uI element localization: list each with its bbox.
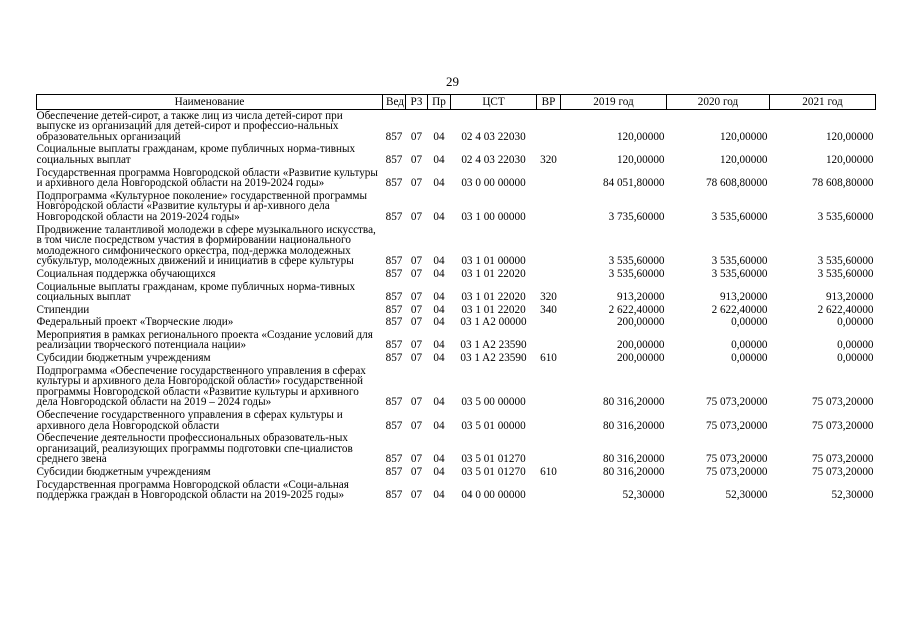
row-ved: 857 [385,210,403,223]
row-2019: 80 316,20000 [602,419,665,432]
row-ved: 857 [385,453,403,466]
row-2019: 913,20000 [616,291,665,304]
table-row [37,466,876,479]
row-ved: 857 [385,396,403,409]
row-2020: 120,00000 [719,130,768,143]
row-name: Обеспечение детей-сирот, а также лиц из числа детей-сирот при выпуске из организаций для детей-сирот и профессио-нальных образовательных организаций [36,109,343,143]
row-rz: 07 [410,453,423,466]
row-2021: 120,00000 [825,153,874,166]
row-cst: 02 4 03 22030 [461,130,526,143]
row-rz: 07 [410,267,423,280]
row-ved: 857 [385,153,403,166]
row-2020: 0,00000 [731,316,768,329]
row-name: Продвижение талантливой молодежи в сфере музыкального искусства, в том числе посредством участия в формировании национального молодежного симфонического оркестра, под-держка молодежных субкультур, молодежных движений и инициатив в сфере культуры [36,223,376,268]
row-2020: 75 073,20000 [705,466,768,478]
row-cst: 02 4 03 22030 [461,153,526,166]
table-row [37,365,876,409]
row-2020: 3 535,60000 [711,210,768,223]
row-vr [537,365,561,409]
row-name: Социальная поддержка обучающихся [36,267,216,280]
row-name: Обеспечение государственного управления в сферах культуры и архивного дела Новгородской области [36,409,343,432]
table-row [37,304,876,317]
row-2020: 75 073,20000 [705,396,768,409]
row-name: Субсидии бюджетным учреждениям [36,352,211,365]
row-cst: 03 1 A2 23590 [460,339,527,352]
row-pr: 04 [433,396,445,409]
row-2019: 3 535,60000 [608,255,665,268]
row-2020: 52,30000 [725,489,768,502]
row-pr: 04 [433,466,445,478]
header-vr: ВР [537,95,561,110]
row-pr: 04 [433,255,445,268]
row-vr [537,409,561,432]
row-name: Социальные выплаты гражданам, кроме публичных норма-тивных социальных выплат [36,280,356,304]
row-2020: 78 608,80000 [705,177,768,190]
table-row [37,409,876,432]
row-2019: 80 316,20000 [602,453,665,466]
table-row [37,281,876,304]
row-2019: 80 316,20000 [602,466,665,478]
row-2021: 78 608,80000 [811,177,874,190]
row-2021: 3 535,60000 [817,267,874,280]
table-header-row [37,95,876,110]
row-vr [537,316,561,329]
row-pr: 04 [433,316,445,329]
row-2020: 913,20000 [719,291,768,304]
row-ved: 857 [385,316,403,329]
table-row [37,167,876,190]
row-rz: 07 [410,396,423,409]
budget-table [36,94,876,502]
page-number: 29 [446,74,459,89]
row-pr: 04 [433,352,445,365]
row-rz: 07 [410,489,423,502]
row-ved: 857 [385,177,403,190]
row-2019: 120,00000 [616,153,665,166]
row-pr: 04 [433,210,445,223]
row-vr [537,224,561,268]
row-pr: 04 [433,419,445,432]
row-name: Федеральный проект «Творческие люди» [36,316,234,329]
row-2021: 75 073,20000 [811,453,874,466]
row-2020: 0,00000 [731,352,768,365]
row-vr [537,190,561,224]
row-name: Стипендии [36,303,90,316]
row-name: Мероприятия в рамках регионального проекта «Создание условий для реализации творческого потенциала нации» [36,328,373,352]
row-cst: 03 1 A2 00000 [460,316,527,329]
row-2021: 75 073,20000 [811,396,874,409]
row-pr: 04 [433,130,445,143]
table-row [37,143,876,166]
table-row [37,479,876,502]
row-vr: 610 [540,466,557,478]
row-cst: 03 1 01 22020 [461,267,526,280]
row-2020: 120,00000 [719,153,768,166]
row-2020: 75 073,20000 [705,453,768,466]
row-pr: 04 [433,267,445,280]
row-rz: 07 [410,255,423,268]
row-vr [537,268,561,281]
row-2021: 0,00000 [837,316,874,329]
row-2019: 200,00000 [616,339,665,352]
row-cst: 03 5 00 00000 [461,396,526,409]
row-ved: 857 [385,130,403,143]
row-2020: 3 535,60000 [711,255,768,268]
table-row [37,329,876,352]
row-2019: 200,00000 [616,352,665,365]
row-rz: 07 [410,419,423,432]
table-row [37,224,876,268]
row-2021: 3 535,60000 [817,210,874,223]
table-row [37,268,876,281]
header-ved: Вед [383,95,406,110]
header-rz: РЗ [406,95,428,110]
row-2019: 120,00000 [616,130,665,143]
row-rz: 07 [410,303,423,316]
row-pr: 04 [433,177,445,190]
row-2020: 0,00000 [731,339,768,352]
row-pr: 04 [433,339,445,352]
row-ved: 857 [385,291,403,304]
row-vr: 320 [540,153,557,166]
row-pr: 04 [433,303,445,316]
row-ved: 857 [385,255,403,268]
row-ved: 857 [385,352,403,365]
row-2021: 75 073,20000 [811,466,874,478]
row-name: Подпрограмма «Обеспечение государственного управления в сферах культуры и архивного дела Новгородской области» государственной программы Новгородской области «Развитие культуры и архивного дела Новгородской области на 2019 – 2024 годы» [36,364,366,409]
row-rz: 07 [410,177,423,190]
row-cst: 04 0 00 00000 [461,489,526,502]
row-ved: 857 [385,489,403,502]
row-vr [537,479,561,502]
row-cst: 03 1 01 22020 [461,303,526,316]
row-2019: 84 051,80000 [602,177,665,190]
table-row [37,190,876,224]
row-rz: 07 [410,316,423,329]
table-row [37,352,876,365]
header-cst: ЦСТ [451,95,537,110]
row-pr: 04 [433,291,445,304]
header-name: Наименование [37,95,383,110]
row-pr: 04 [433,453,445,466]
row-ved: 857 [385,303,403,316]
row-name: Социальные выплаты гражданам, кроме публичных норма-тивных социальных выплат [36,143,356,166]
row-2021: 913,20000 [825,291,874,304]
row-vr [537,167,561,190]
row-vr [537,432,561,466]
row-2021: 0,00000 [837,352,874,365]
header-2019: 2019 год [561,95,667,110]
row-vr: 340 [540,303,557,316]
row-name: Государственная программа Новгородской области «Соци-альная поддержка граждан в Новгородской области на 2019-2025 годы» [36,478,349,502]
row-name: Обеспечение деятельности профессиональных образователь-ных организаций, реализующих программы подготовки спе-циалистов среднего звена [36,432,353,466]
row-2019: 3 535,60000 [608,267,665,280]
row-cst: 03 1 A2 23590 [460,352,527,365]
row-cst: 03 5 01 00000 [461,419,526,432]
row-2019: 80 316,20000 [602,396,665,409]
row-ved: 857 [385,466,403,478]
row-2021: 120,00000 [825,130,874,143]
row-2019: 3 735,60000 [608,210,665,223]
row-2021: 3 535,60000 [817,255,874,268]
row-name: Государственная программа Новгородской области «Развитие культуры и архивного дела Новгородской области на 2019-2024 годы» [36,166,378,190]
row-cst: 03 5 01 01270 [461,466,526,478]
row-name: Подпрограмма «Культурное поколение» государственной программы Новгородской области «Развитие культуры и ар-хивного дела Новгородской области на 2019-2024 годы» [36,189,367,223]
row-rz: 07 [410,291,423,304]
row-rz: 07 [410,339,423,352]
row-cst: 03 0 00 00000 [461,177,526,190]
row-2021: 2 622,40000 [817,303,874,316]
row-vr [537,329,561,352]
row-2019: 200,00000 [616,316,665,329]
row-2021: 75 073,20000 [811,419,874,432]
row-ved: 857 [385,339,403,352]
header-2021: 2021 год [770,95,876,110]
row-ved: 857 [385,267,403,280]
row-vr [537,109,561,143]
row-ved: 857 [385,419,403,432]
table-row [37,316,876,329]
row-cst: 03 1 00 00000 [461,210,526,223]
row-name: Субсидии бюджетным учреждениям [36,466,211,478]
row-2019: 2 622,40000 [608,303,665,316]
row-2020: 75 073,20000 [705,419,768,432]
row-cst: 03 1 01 22020 [461,291,526,304]
row-rz: 07 [410,352,423,365]
table-row [37,432,876,466]
row-cst: 03 5 01 01270 [461,453,526,466]
row-rz: 07 [410,130,423,143]
row-pr: 04 [433,153,445,166]
row-vr: 610 [540,352,557,365]
row-vr: 320 [540,291,557,304]
row-2020: 2 622,40000 [711,303,768,316]
row-rz: 07 [410,210,423,223]
row-rz: 07 [410,153,423,166]
header-pr: Пр [428,95,451,110]
header-2020: 2020 год [667,95,770,110]
row-pr: 04 [433,489,445,502]
row-2020: 3 535,60000 [711,267,768,280]
row-2021: 0,00000 [837,339,874,352]
row-2021: 52,30000 [831,489,874,502]
table-row [37,109,876,143]
row-rz: 07 [410,466,423,478]
row-2019: 52,30000 [622,489,665,502]
row-cst: 03 1 01 00000 [461,255,526,268]
